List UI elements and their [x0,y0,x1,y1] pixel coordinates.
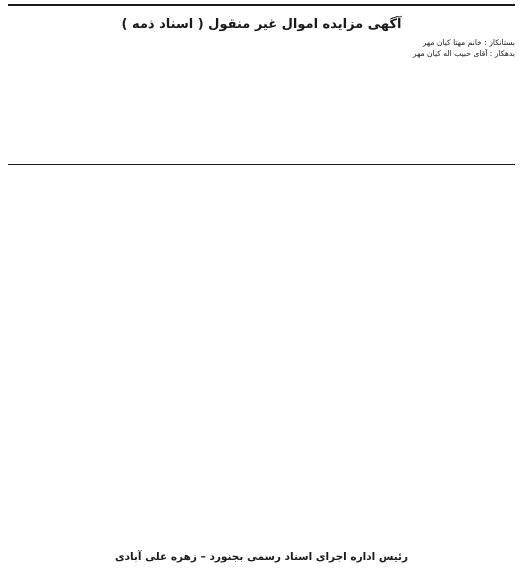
property-description-line [8,116,515,127]
notice-date-line [8,462,515,473]
property-boundaries-paragraph [8,127,515,161]
signature-line: رئیس اداره اجرای اسناد رسمی بجنورد – زهره علی آبادی [114,551,409,563]
newspaper-caption [10,0,513,8]
auction-terms-paragraph [8,168,515,462]
creditor-line: بستانکار : خانم مهتا کیان مهر [422,38,515,47]
auction-request-paragraph [8,60,515,117]
debtor-line: بدهکار : آقای حبیب اله کیان مهر [412,49,515,59]
separator-line [8,164,515,165]
notice-title: آگهی مزایده اموال غیر منقول ( اسناد ذمه ) [121,17,402,32]
